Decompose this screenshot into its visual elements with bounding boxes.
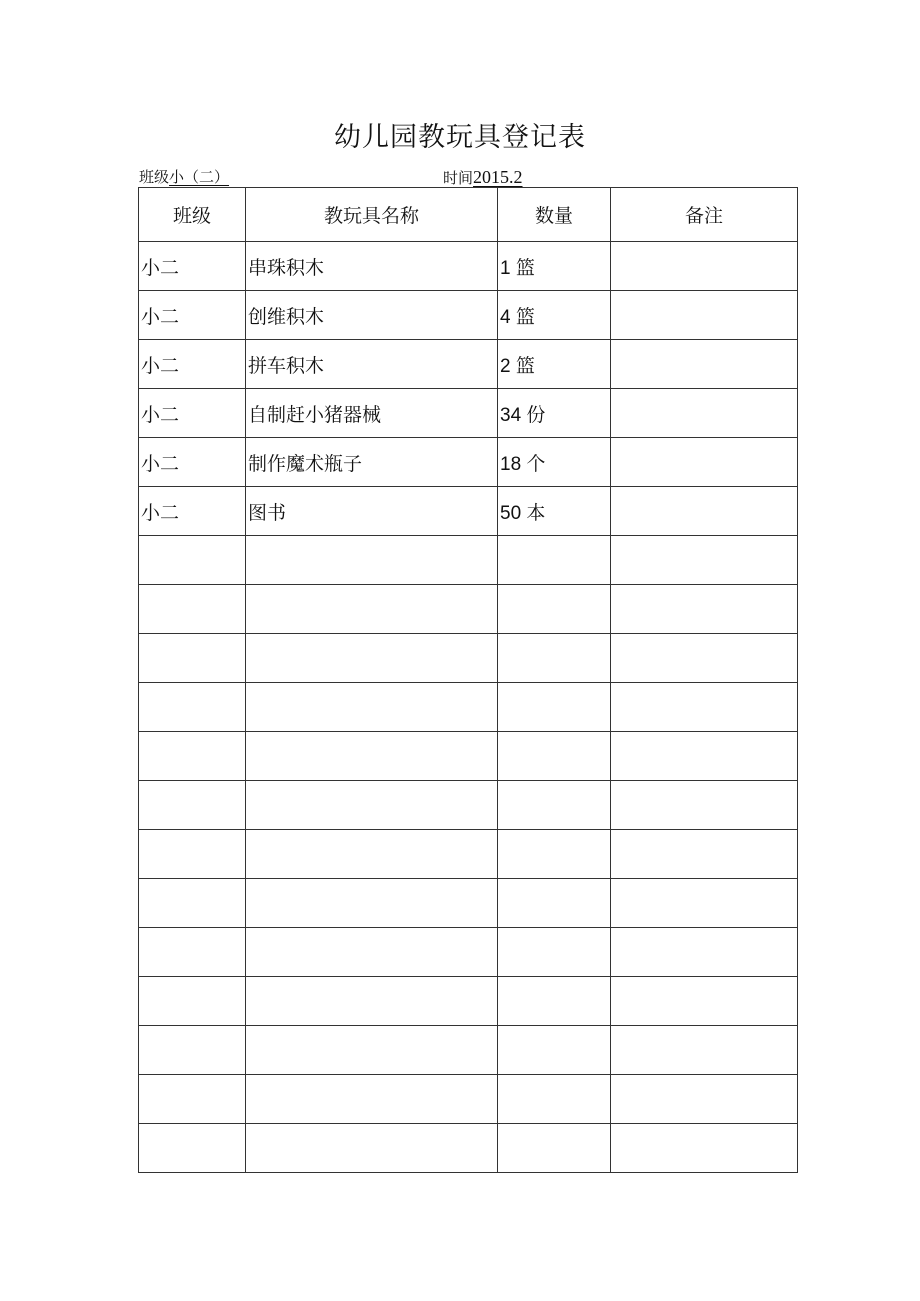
cell-quantity xyxy=(498,1124,611,1173)
cell-item-name xyxy=(246,634,498,683)
cell-quantity xyxy=(498,977,611,1026)
cell-class xyxy=(139,928,246,977)
cell-item-name xyxy=(246,879,498,928)
cell-quantity xyxy=(498,683,611,732)
cell-class xyxy=(139,1026,246,1075)
table-row xyxy=(139,242,798,291)
cell-item-name xyxy=(246,683,498,732)
table-row xyxy=(139,830,798,879)
cell-class: 小二 xyxy=(139,438,246,487)
register-table xyxy=(138,187,798,1173)
table-row xyxy=(139,683,798,732)
cell-remarks xyxy=(611,291,798,340)
cell-class xyxy=(139,585,246,634)
cell-class: 小二 xyxy=(139,242,246,291)
cell-class: 小二 xyxy=(139,487,246,536)
cell-item-name: 创维积木 xyxy=(246,291,498,340)
cell-class xyxy=(139,732,246,781)
cell-class xyxy=(139,879,246,928)
cell-class xyxy=(139,1124,246,1173)
cell-remarks xyxy=(611,1124,798,1173)
class-value: 小（二） xyxy=(169,168,230,186)
table-row xyxy=(139,340,798,389)
cell-remarks xyxy=(611,487,798,536)
cell-quantity xyxy=(498,634,611,683)
table-header-row xyxy=(139,188,798,242)
cell-quantity xyxy=(498,879,611,928)
table-row xyxy=(139,291,798,340)
cell-item-name: 制作魔术瓶子 xyxy=(246,438,498,487)
cell-remarks xyxy=(611,928,798,977)
header-class: 班级 xyxy=(139,188,246,242)
time-value: 2015.2 xyxy=(473,167,523,187)
cell-remarks xyxy=(611,242,798,291)
cell-item-name xyxy=(246,977,498,1026)
header-item-name: 教玩具名称 xyxy=(246,188,498,242)
cell-item-name xyxy=(246,585,498,634)
class-field xyxy=(139,166,229,188)
table-body xyxy=(139,242,798,1173)
cell-class: 小二 xyxy=(139,291,246,340)
cell-quantity: 50 本 xyxy=(498,487,611,536)
cell-class xyxy=(139,683,246,732)
table-row xyxy=(139,879,798,928)
cell-quantity: 4 篮 xyxy=(498,291,611,340)
cell-item-name xyxy=(246,536,498,585)
table-row xyxy=(139,1026,798,1075)
table-row xyxy=(139,389,798,438)
cell-quantity xyxy=(498,1026,611,1075)
cell-item-name xyxy=(246,1124,498,1173)
table-row xyxy=(139,781,798,830)
cell-item-name xyxy=(246,781,498,830)
cell-quantity: 2 篮 xyxy=(498,340,611,389)
cell-remarks xyxy=(611,536,798,585)
cell-remarks xyxy=(611,977,798,1026)
cell-item-name xyxy=(246,1075,498,1124)
cell-remarks xyxy=(611,585,798,634)
cell-remarks xyxy=(611,879,798,928)
table-row xyxy=(139,536,798,585)
cell-item-name xyxy=(246,1026,498,1075)
cell-remarks xyxy=(611,634,798,683)
cell-class xyxy=(139,830,246,879)
cell-remarks xyxy=(611,438,798,487)
cell-item-name: 拼车积木 xyxy=(246,340,498,389)
time-field xyxy=(443,166,523,189)
cell-item-name: 串珠积木 xyxy=(246,242,498,291)
cell-class xyxy=(139,634,246,683)
header-quantity: 数量 xyxy=(498,188,611,242)
table-row xyxy=(139,438,798,487)
cell-item-name xyxy=(246,732,498,781)
cell-quantity: 1 篮 xyxy=(498,242,611,291)
cell-item-name: 图书 xyxy=(246,487,498,536)
cell-remarks xyxy=(611,830,798,879)
table-row xyxy=(139,732,798,781)
cell-quantity xyxy=(498,1075,611,1124)
table-row xyxy=(139,977,798,1026)
cell-quantity xyxy=(498,536,611,585)
cell-remarks xyxy=(611,1026,798,1075)
cell-remarks xyxy=(611,732,798,781)
time-label: 时间 xyxy=(443,169,474,187)
table-row xyxy=(139,634,798,683)
header-remarks: 备注 xyxy=(611,188,798,242)
cell-quantity xyxy=(498,781,611,830)
cell-class xyxy=(139,977,246,1026)
cell-item-name xyxy=(246,928,498,977)
cell-remarks xyxy=(611,1075,798,1124)
page-title: 幼儿园教玩具登记表 xyxy=(334,122,586,153)
cell-quantity xyxy=(498,732,611,781)
class-label: 班级 xyxy=(139,168,170,186)
cell-class xyxy=(139,781,246,830)
cell-remarks xyxy=(611,389,798,438)
cell-class xyxy=(139,1075,246,1124)
cell-quantity: 34 份 xyxy=(498,389,611,438)
cell-class: 小二 xyxy=(139,389,246,438)
table-row xyxy=(139,1075,798,1124)
cell-class: 小二 xyxy=(139,340,246,389)
cell-quantity: 18 个 xyxy=(498,438,611,487)
table-row xyxy=(139,585,798,634)
cell-item-name: 自制赶小猪器械 xyxy=(246,389,498,438)
cell-quantity xyxy=(498,830,611,879)
cell-class xyxy=(139,536,246,585)
cell-quantity xyxy=(498,585,611,634)
cell-remarks xyxy=(611,781,798,830)
table-row xyxy=(139,928,798,977)
cell-item-name xyxy=(246,830,498,879)
cell-remarks xyxy=(611,340,798,389)
cell-remarks xyxy=(611,683,798,732)
cell-quantity xyxy=(498,928,611,977)
table-row xyxy=(139,1124,798,1173)
table-row xyxy=(139,487,798,536)
